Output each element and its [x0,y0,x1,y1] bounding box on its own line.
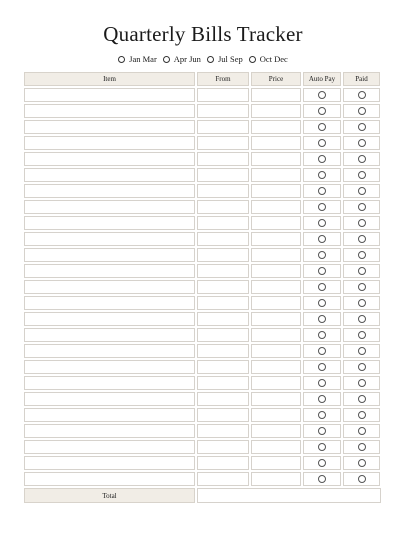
price-field[interactable] [251,280,301,294]
item-field[interactable] [24,200,195,214]
paid-checkbox[interactable] [358,139,366,147]
from-field[interactable] [197,456,249,470]
price-field[interactable] [251,312,301,326]
auto-pay-cell [303,440,341,454]
item-field[interactable] [24,424,195,438]
from-field[interactable] [197,200,249,214]
table-row [24,152,381,166]
auto-pay-checkbox[interactable] [318,187,326,195]
auto-pay-checkbox[interactable] [318,331,326,339]
auto-pay-cell [303,472,341,486]
paid-cell [343,392,380,406]
auto-pay-checkbox[interactable] [318,395,326,403]
table-row [24,264,381,278]
item-field[interactable] [24,248,195,262]
paid-cell [343,152,380,166]
table-row [24,104,381,118]
price-field[interactable] [251,360,301,374]
from-field[interactable] [197,216,249,230]
table-row [24,184,381,198]
table-row [24,472,381,486]
table-row [24,200,381,214]
price-field[interactable] [251,392,301,406]
paid-cell [343,216,380,230]
price-field[interactable] [251,184,301,198]
auto-pay-checkbox[interactable] [318,363,326,371]
paid-cell [343,120,380,134]
auto-pay-checkbox[interactable] [318,171,326,179]
from-field[interactable] [197,312,249,326]
paid-cell [343,328,380,342]
item-field[interactable] [24,184,195,198]
from-field[interactable] [197,168,249,182]
paid-cell [343,88,380,102]
price-field[interactable] [251,344,301,358]
radio-icon[interactable] [249,56,256,63]
item-field[interactable] [24,472,195,486]
auto-pay-checkbox[interactable] [318,459,326,467]
paid-checkbox[interactable] [358,427,366,435]
from-field[interactable] [197,296,249,310]
from-field[interactable] [197,136,249,150]
auto-pay-checkbox[interactable] [318,251,326,259]
paid-cell [343,184,380,198]
paid-cell [343,248,380,262]
auto-pay-checkbox[interactable] [318,235,326,243]
from-field[interactable] [197,264,249,278]
radio-icon[interactable] [207,56,214,63]
total-label: Total [24,488,195,503]
paid-cell [343,344,380,358]
price-field[interactable] [251,328,301,342]
item-field[interactable] [24,264,195,278]
auto-pay-checkbox[interactable] [318,107,326,115]
auto-pay-checkbox[interactable] [318,203,326,211]
auto-pay-cell [303,392,341,406]
auto-pay-cell [303,408,341,422]
column-header-auto-pay: Auto Pay [303,72,341,86]
paid-checkbox[interactable] [358,395,366,403]
quarter-label: Apr Jun [173,54,201,64]
item-field[interactable] [24,296,195,310]
auto-pay-checkbox[interactable] [318,443,326,451]
table-row [24,392,381,406]
paid-cell [343,424,380,438]
auto-pay-checkbox[interactable] [318,219,326,227]
quarter-option-jan-mar[interactable] [118,54,157,64]
paid-checkbox[interactable] [358,187,366,195]
auto-pay-cell [303,360,341,374]
auto-pay-cell [303,296,341,310]
auto-pay-cell [303,232,341,246]
paid-cell [343,376,380,390]
item-field[interactable] [24,232,195,246]
item-field[interactable] [24,456,195,470]
quarter-option-oct-dec[interactable] [249,54,288,64]
quarter-option-apr-jun[interactable] [163,54,201,64]
price-field[interactable] [251,120,301,134]
radio-icon[interactable] [163,56,170,63]
item-field[interactable] [24,360,195,374]
paid-cell [343,264,380,278]
price-field[interactable] [251,296,301,310]
from-field[interactable] [197,328,249,342]
column-header-paid: Paid [343,72,380,86]
table-row [24,88,381,102]
auto-pay-checkbox[interactable] [318,123,326,131]
auto-pay-cell [303,200,341,214]
item-field[interactable] [24,280,195,294]
item-field[interactable] [24,344,195,358]
from-field[interactable] [197,408,249,422]
item-field[interactable] [24,136,195,150]
quarter-label: Jul Sep [217,54,243,64]
paid-checkbox[interactable] [358,219,366,227]
price-field[interactable] [251,456,301,470]
price-field[interactable] [251,104,301,118]
auto-pay-checkbox[interactable] [318,347,326,355]
table-row [24,408,381,422]
table-row [24,328,381,342]
from-field[interactable] [197,472,249,486]
paid-cell [343,472,380,486]
item-field[interactable] [24,104,195,118]
paid-cell [343,360,380,374]
auto-pay-cell [303,248,341,262]
from-field[interactable] [197,280,249,294]
item-field[interactable] [24,440,195,454]
auto-pay-checkbox[interactable] [318,91,326,99]
table-row [24,360,381,374]
paid-checkbox[interactable] [358,235,366,243]
table-row [24,216,381,230]
paid-checkbox[interactable] [358,443,366,451]
table-row [24,136,381,150]
paid-checkbox[interactable] [358,155,366,163]
item-field[interactable] [24,152,195,166]
table-body [24,88,381,486]
paid-checkbox[interactable] [358,459,366,467]
auto-pay-checkbox[interactable] [318,299,326,307]
quarter-label: Oct Dec [259,54,288,64]
price-field[interactable] [251,472,301,486]
column-header-from: From [197,72,249,86]
price-field[interactable] [251,232,301,246]
table-row [24,232,381,246]
table-row [24,376,381,390]
auto-pay-cell [303,424,341,438]
price-field[interactable] [251,136,301,150]
price-field[interactable] [251,152,301,166]
auto-pay-checkbox[interactable] [318,427,326,435]
from-field[interactable] [197,392,249,406]
auto-pay-cell [303,136,341,150]
from-field[interactable] [197,184,249,198]
table-row [24,120,381,134]
from-field[interactable] [197,152,249,166]
price-field[interactable] [251,168,301,182]
auto-pay-cell [303,456,341,470]
price-field[interactable] [251,248,301,262]
paid-cell [343,104,380,118]
auto-pay-cell [303,328,341,342]
item-field[interactable] [24,312,195,326]
auto-pay-checkbox[interactable] [318,411,326,419]
from-field[interactable] [197,344,249,358]
price-field[interactable] [251,376,301,390]
total-value-field[interactable] [197,488,381,503]
table-row [24,296,381,310]
paid-checkbox[interactable] [358,171,366,179]
auto-pay-checkbox[interactable] [318,475,326,483]
auto-pay-cell [303,152,341,166]
table-row [24,440,381,454]
quarter-option-jul-sep[interactable] [207,54,243,64]
quarter-selector [0,54,406,64]
paid-checkbox[interactable] [358,203,366,211]
paid-checkbox[interactable] [358,347,366,355]
auto-pay-checkbox[interactable] [318,155,326,163]
table-row [24,312,381,326]
auto-pay-cell [303,216,341,230]
table-header-row [24,72,381,86]
quarter-label: Jan Mar [129,54,157,64]
paid-checkbox[interactable] [358,411,366,419]
paid-checkbox[interactable] [358,363,366,371]
paid-checkbox[interactable] [358,299,366,307]
auto-pay-cell [303,312,341,326]
table-row [24,456,381,470]
from-field[interactable] [197,232,249,246]
auto-pay-cell [303,120,341,134]
auto-pay-cell [303,264,341,278]
radio-icon[interactable] [118,56,125,63]
table-row [24,280,381,294]
paid-cell [343,312,380,326]
from-field[interactable] [197,248,249,262]
auto-pay-cell [303,344,341,358]
auto-pay-cell [303,280,341,294]
table-row [24,344,381,358]
paid-checkbox[interactable] [358,283,366,291]
paid-checkbox[interactable] [358,331,366,339]
from-field[interactable] [197,120,249,134]
auto-pay-checkbox[interactable] [318,379,326,387]
paid-checkbox[interactable] [358,315,366,323]
paid-cell [343,232,380,246]
paid-checkbox[interactable] [358,267,366,275]
item-field[interactable] [24,216,195,230]
paid-cell [343,136,380,150]
item-field[interactable] [24,392,195,406]
price-field[interactable] [251,200,301,214]
paid-checkbox[interactable] [358,475,366,483]
price-field[interactable] [251,440,301,454]
item-field[interactable] [24,88,195,102]
price-field[interactable] [251,264,301,278]
auto-pay-checkbox[interactable] [318,315,326,323]
item-field[interactable] [24,168,195,182]
from-field[interactable] [197,376,249,390]
item-field[interactable] [24,408,195,422]
auto-pay-cell [303,184,341,198]
auto-pay-cell [303,104,341,118]
item-field[interactable] [24,376,195,390]
page-title: Quarterly Bills Tracker [103,22,303,46]
price-field[interactable] [251,88,301,102]
paid-checkbox[interactable] [358,379,366,387]
paid-cell [343,168,380,182]
auto-pay-checkbox[interactable] [318,283,326,291]
from-field[interactable] [197,440,249,454]
table-row [24,248,381,262]
bills-table [24,72,381,503]
column-header-item: Item [24,72,195,86]
from-field[interactable] [197,360,249,374]
paid-checkbox[interactable] [358,251,366,259]
from-field[interactable] [197,88,249,102]
from-field[interactable] [197,424,249,438]
price-field[interactable] [251,408,301,422]
column-header-price: Price [251,72,301,86]
auto-pay-checkbox[interactable] [318,139,326,147]
paid-cell [343,440,380,454]
auto-pay-cell [303,88,341,102]
price-field[interactable] [251,216,301,230]
paid-cell [343,200,380,214]
auto-pay-checkbox[interactable] [318,267,326,275]
from-field[interactable] [197,104,249,118]
price-field[interactable] [251,424,301,438]
paid-cell [343,296,380,310]
table-row [24,168,381,182]
paid-checkbox[interactable] [358,107,366,115]
auto-pay-cell [303,376,341,390]
table-row [24,424,381,438]
item-field[interactable] [24,328,195,342]
auto-pay-cell [303,168,341,182]
paid-checkbox[interactable] [358,123,366,131]
paid-cell [343,456,380,470]
paid-cell [343,280,380,294]
total-row [24,488,381,503]
paid-checkbox[interactable] [358,91,366,99]
paid-cell [343,408,380,422]
item-field[interactable] [24,120,195,134]
